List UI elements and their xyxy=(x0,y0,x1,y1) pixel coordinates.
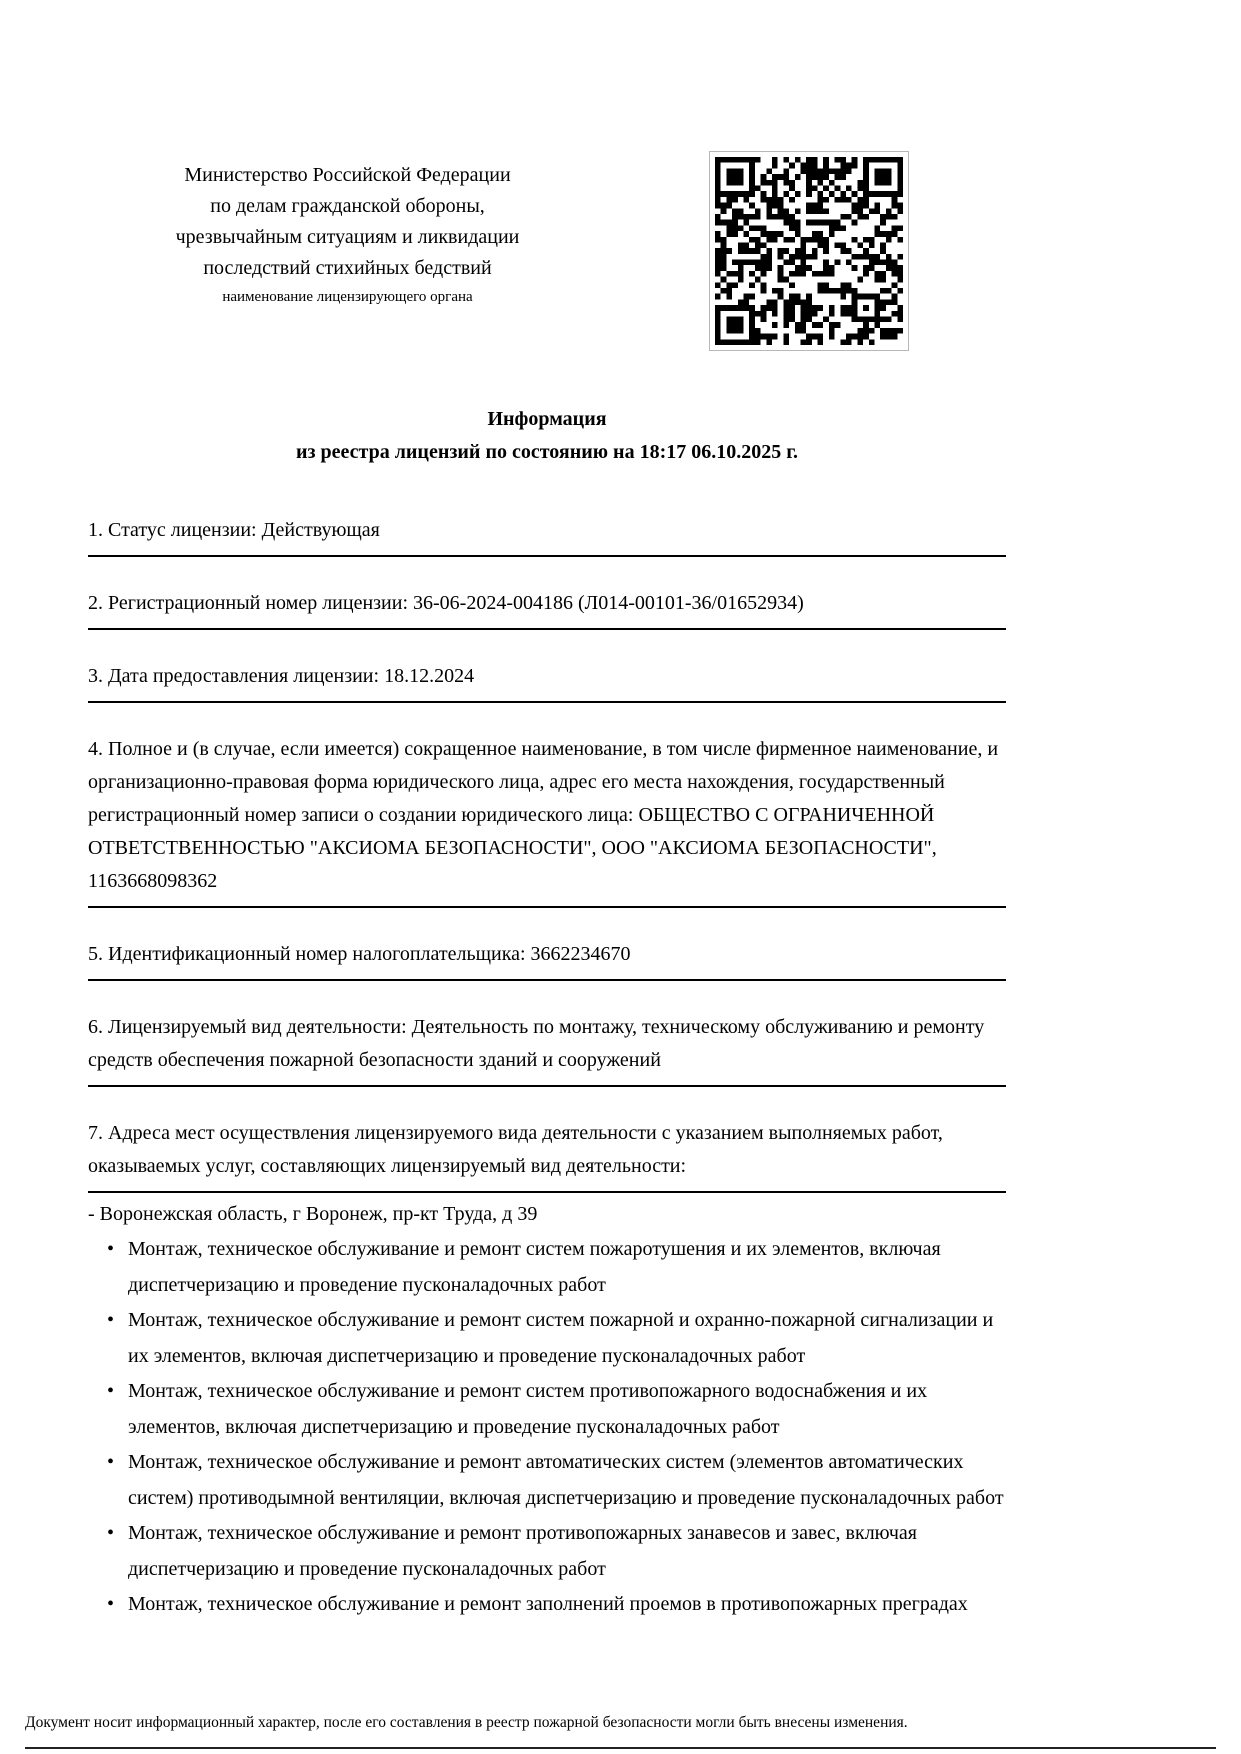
authority-caption: наименование лицензирующего органа xyxy=(222,289,473,305)
work-item-text: Монтаж, техническое обслуживание и ремонт автоматических систем (элементов автоматических систем) противодымной вентиляции, включая диспетчеризацию и проведение пусконаладочных работ xyxy=(128,1451,1004,1509)
work-item xyxy=(88,1303,1006,1374)
bullet-icon: • xyxy=(107,1238,115,1260)
field-license-status: 1. Статус лицензии: Действующая xyxy=(88,514,1006,557)
work-item-text: Монтаж, техническое обслуживание и ремонт систем противопожарного водоснабжения и их элементов, включая диспетчеризацию и проведение пусконаладочных работ xyxy=(128,1380,928,1438)
bullet-icon: • xyxy=(107,1522,115,1544)
work-item xyxy=(88,1445,1006,1516)
work-item xyxy=(88,1516,1006,1587)
bullet-icon: • xyxy=(107,1380,115,1402)
work-item xyxy=(88,1374,1006,1445)
work-item-text: Монтаж, техническое обслуживание и ремонт противопожарных занавесов и завес, включая диспетчеризацию и проведение пусконаладочных работ xyxy=(128,1522,917,1580)
field-activity-addresses: 7. Адреса мест осуществления лицензируемого вида деятельности с указанием выполняемых работ, оказываемых услуг, составляющих лицензируемый вид деятельности: xyxy=(88,1117,1006,1193)
bullet-icon: • xyxy=(107,1451,115,1473)
bullet-icon: • xyxy=(107,1309,115,1331)
footer-note: Документ носит информационный характер, после его составления в реестр пожарной безопасности могли быть внесены изменения. xyxy=(25,1712,1216,1749)
work-item-text: Монтаж, техническое обслуживание и ремонт систем пожаротушения и их элементов, включая диспетчеризацию и проведение пусконаладочных работ xyxy=(128,1238,941,1296)
document-title: Информация xyxy=(487,408,607,430)
authority-line: последствий стихийных бедствий xyxy=(203,257,492,279)
field-inn: 5. Идентификационный номер налогоплательщика: 3662234670 xyxy=(88,938,1006,981)
work-item-text: Монтаж, техническое обслуживание и ремонт систем пожарной и охранно-пожарной сигнализации и их элементов, включая диспетчеризацию и проведение пусконаладочных работ xyxy=(128,1309,994,1367)
licensing-authority-block xyxy=(95,160,600,308)
field-grant-date: 3. Дата предоставления лицензии: 18.12.2024 xyxy=(88,660,1006,703)
document-subtitle: из реестра лицензий по состоянию на 18:17 06.10.2025 г. xyxy=(295,441,799,463)
address-line: - Воронежская область, г Воронеж, пр-кт Труда, д 39 xyxy=(88,1203,538,1225)
work-item xyxy=(88,1232,1006,1303)
qr-code xyxy=(709,151,909,351)
bullet-icon: • xyxy=(107,1593,115,1615)
works-list xyxy=(88,1232,1006,1623)
work-item-text: Монтаж, техническое обслуживание и ремонт заполнений проемов в противопожарных преградах xyxy=(128,1593,968,1615)
field-legal-name: 4. Полное и (в случае, если имеется) сокращенное наименование, в том числе фирменное наименование, и организационно-правовая форма юридического лица, адрес его места нахождения, государственный регистрационный номер записи о создании юридического лица: ОБЩЕСТВО С ОГРАНИЧЕННОЙ ОТВЕТСТВЕННОСТЬЮ "АКСИОМА БЕЗОПАСНОСТИ", ООО "АКСИОМА БЕЗОПАСНОСТИ", 1163668098362 xyxy=(88,733,1006,908)
authority-line: по делам гражданской обороны, xyxy=(210,195,485,217)
authority-line: чрезвычайным ситуациям и ликвидации xyxy=(175,226,520,248)
work-item xyxy=(88,1587,1006,1623)
document-body xyxy=(88,403,1006,1623)
authority-line: Министерство Российской Федерации xyxy=(184,164,511,186)
field-licensed-activity: 6. Лицензируемый вид деятельности: Деятельность по монтажу, техническому обслуживанию и ремонту средств обеспечения пожарной безопасности зданий и сооружений xyxy=(88,1011,1006,1087)
field-registration-number: 2. Регистрационный номер лицензии: 36-06-2024-004186 (Л014-00101-36/01652934) xyxy=(88,587,1006,630)
